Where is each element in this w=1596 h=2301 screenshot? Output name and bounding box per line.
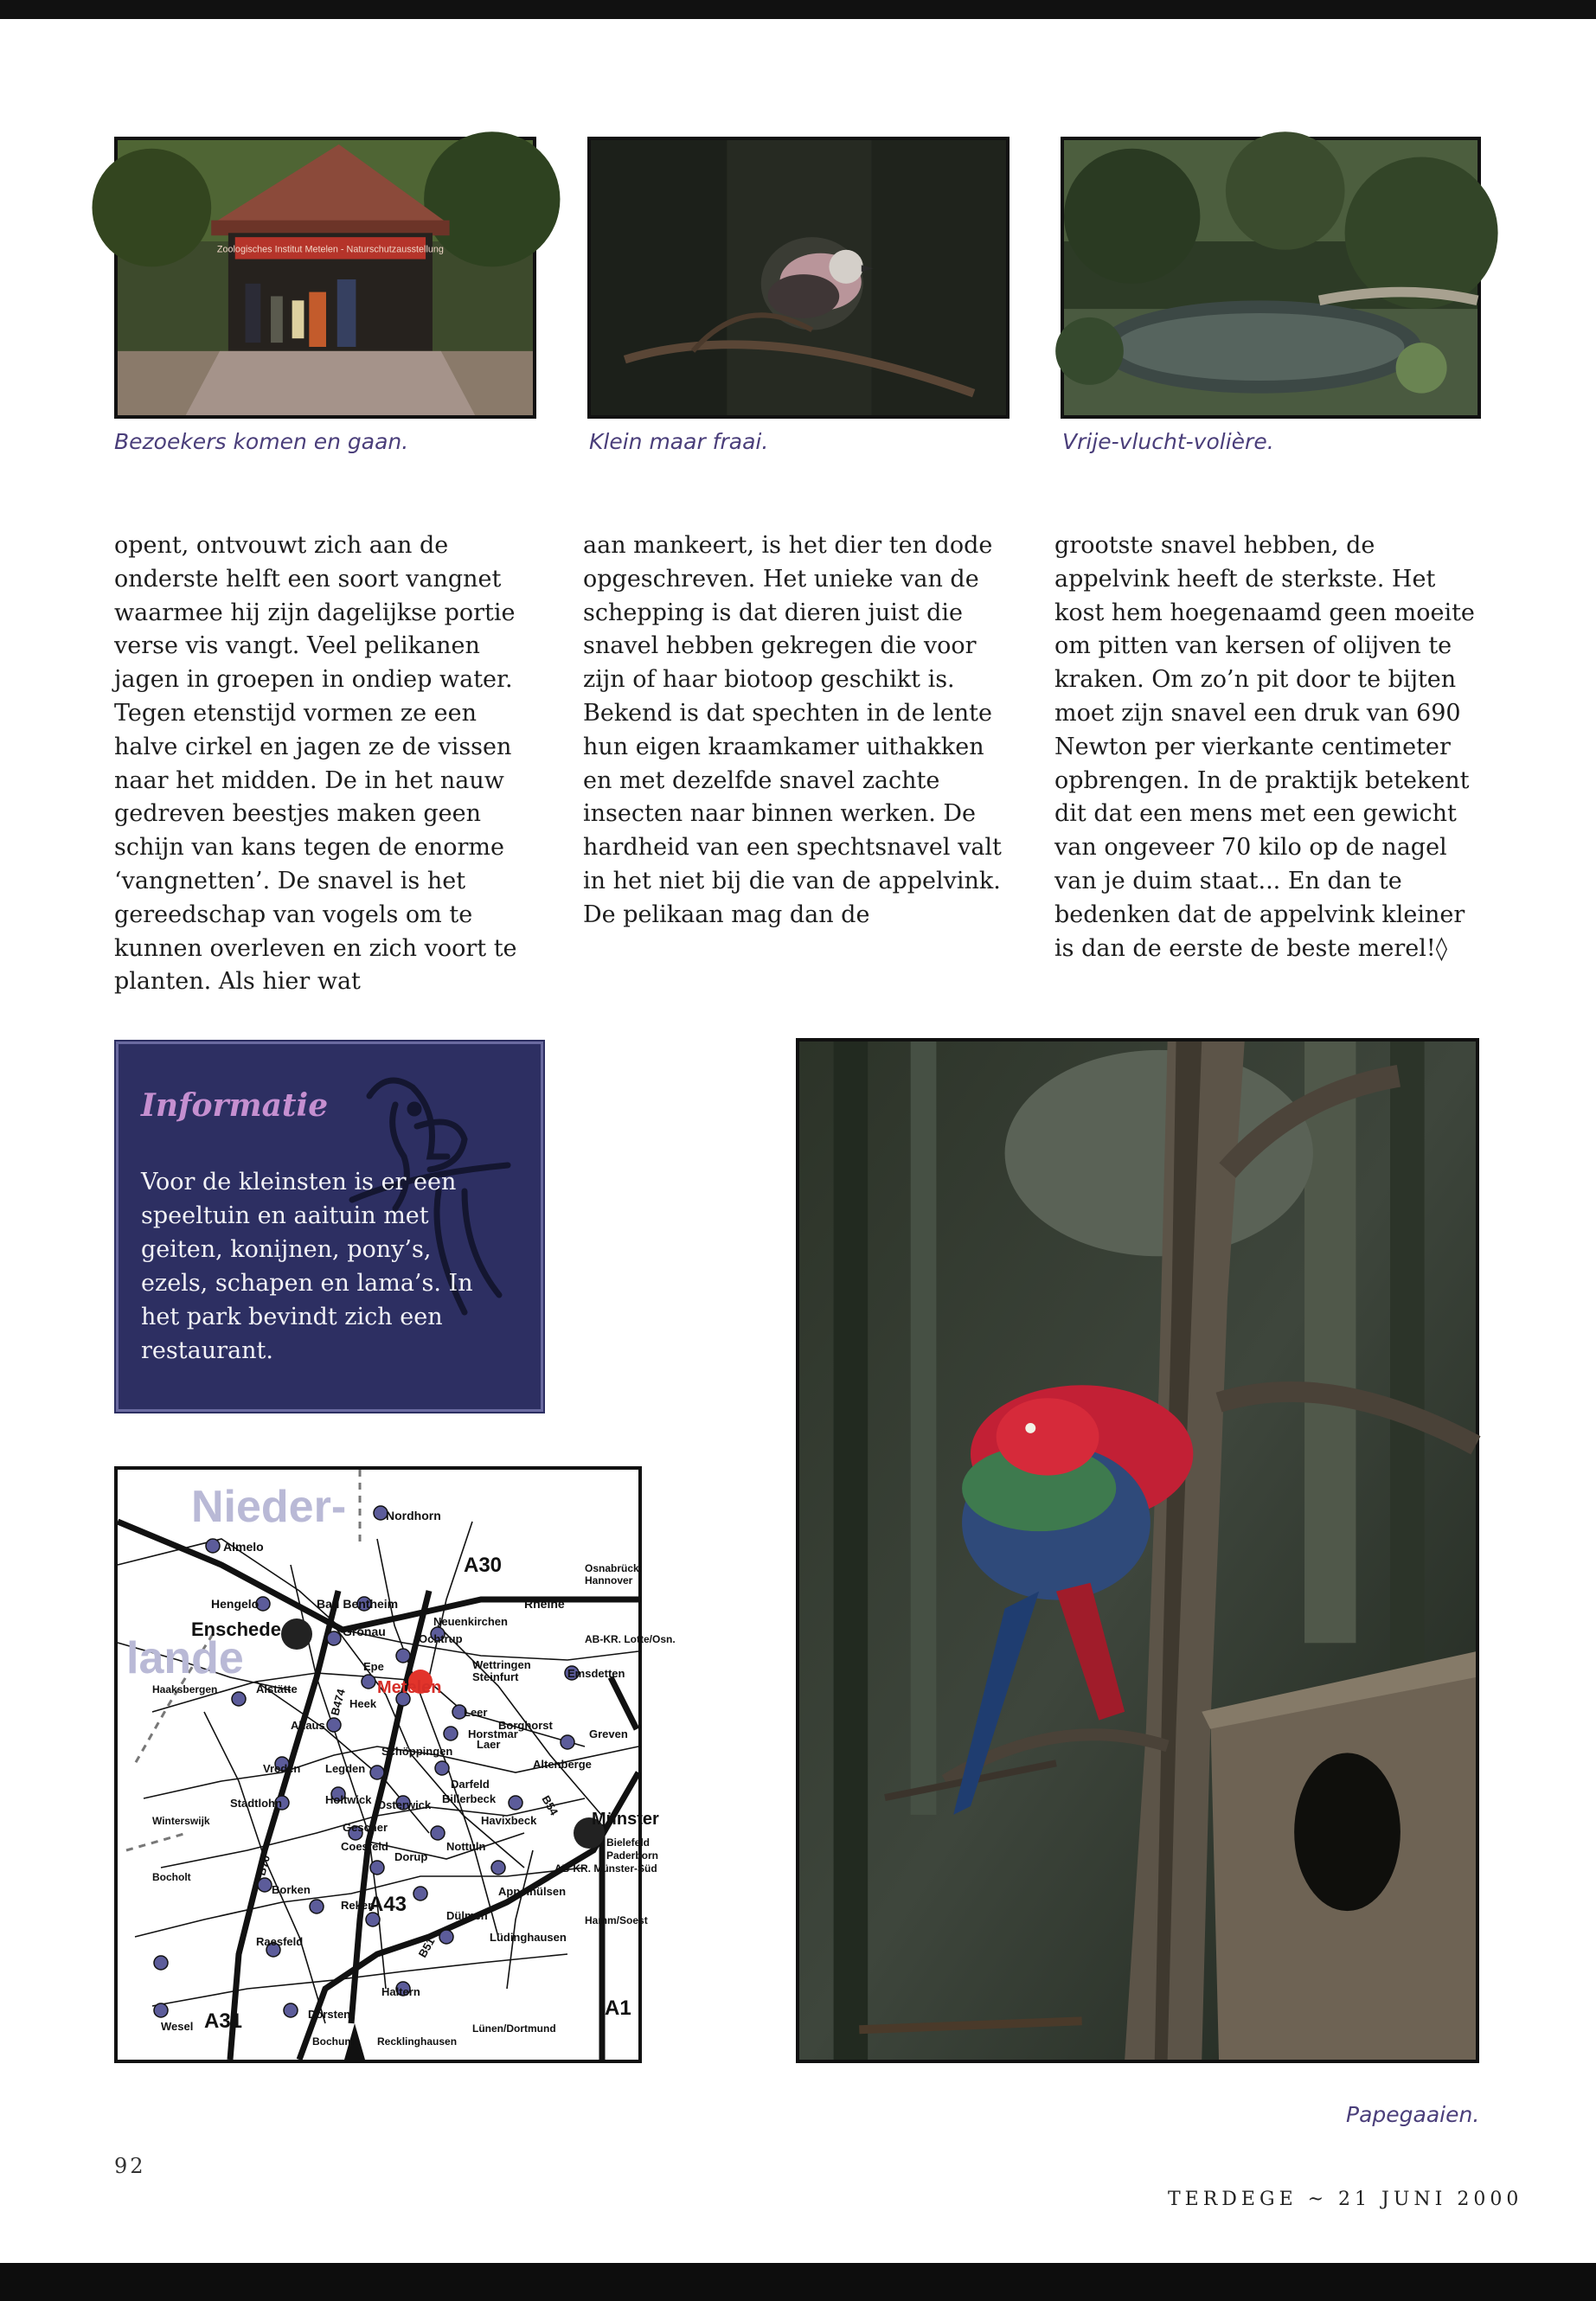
publication-footer: TERDEGE ~ 21 JUNI 2000	[1168, 2189, 1523, 2210]
top-rule	[0, 0, 1596, 19]
map-place-label: Osnabrück	[585, 1562, 639, 1574]
map-road-label: A43	[369, 1893, 407, 1916]
map-road-label: B474	[328, 1687, 348, 1717]
caption-photo-3: Vrije-vlucht-volière.	[1062, 429, 1274, 454]
map-place-label: AB-KR. Lotte/Osn.	[585, 1633, 676, 1645]
map-place-label: Paderborn	[606, 1849, 659, 1862]
map-place-label: Coesfeld	[341, 1840, 388, 1853]
map-place-label: Altenberge	[533, 1758, 592, 1771]
map-place-label: Horstmar	[468, 1727, 518, 1740]
map-place-label: Epe	[363, 1660, 384, 1673]
entrance-sign: Zoologisches Institut Metelen - Naturschutzausstellung	[216, 244, 444, 255]
map-place-label: Steinfurt	[472, 1670, 519, 1683]
map-place-label: Gronau	[343, 1625, 386, 1638]
map-place-label: Wettringen	[472, 1658, 531, 1671]
map-place-label: Vreden	[263, 1762, 301, 1775]
body-column-2: aan mankeert, is het dier ten dode opgeschreven. Het unieke van de schepping is dat dieren juist die snavel hebben gekregen die voor zijn of haar biotoop geschikt is. Bekend is dat spechten in de lente hun eigen kraamkamer uithakken en met dezelfde snavel zachte insecten naar binnen werken. De hardheid van een spechtsnavel valt in het niet bij die van de appelvink. De pelikaan mag dan de	[583, 532, 1002, 928]
map-place-label: Winterswijk	[152, 1815, 210, 1827]
caption-parrots: Papegaaien.	[1346, 2102, 1480, 2127]
map-place-label: AB-KR. Münster-Süd	[554, 1862, 657, 1875]
map-place-label-metelen: Metelen	[377, 1678, 442, 1697]
info-title: Informatie	[141, 1087, 329, 1124]
body-column-1: opent, ontvouwt zich aan de onderste helft een soort vangnet waarmee hij zijn dagelijkse portie verse vis vangt. Veel pelikanen jagen in groepen in ondiep water. Tegen etenstijd vormen ze een halve cirkel en jagen ze de vissen naar het midden. De in het nauw gedreven beestjes maken geen schijn van kans tegen de enorme ‘vangnetten’. De snavel is het gereedschap van vogels om te kunnen overleven en zich voort te planten. Als hier wat	[114, 532, 517, 996]
map-place-label: Laer	[477, 1738, 501, 1751]
map-place-label: Bocholt	[152, 1871, 191, 1883]
map-region-label-2: lande	[126, 1633, 244, 1683]
map-road-label: B51	[415, 1935, 438, 1960]
enschede-marker	[281, 1618, 312, 1650]
photo-small-bird	[587, 137, 1010, 419]
body-column-3: grootste snavel hebben, de appelvink heeft de sterkste. Het kost hem hoegenaamd geen moeite om pitten van kersen of olijven te kraken. Om zo’n pit door te bijten moet zijn snavel een druk van 690 Newton per vierkante centimeter opbrengen. In de praktijk betekent dit dat een mens met een gewicht van ongeveer 70 kilo op de nagel van je duim staat... En dan te bedenken dat de appelvink kleiner is dan de eerste de beste merel!◊	[1054, 532, 1475, 962]
map-place-label: Neuenkirchen	[433, 1615, 508, 1628]
map-place-label: Lüdinghausen	[490, 1931, 567, 1944]
caption-photo-2: Klein maar fraai.	[589, 429, 769, 454]
map-place-label: Billerbeck	[442, 1792, 497, 1805]
photo-entrance	[114, 137, 536, 419]
map-road-label: B54	[539, 1793, 561, 1818]
map-place-label: Stadtlohn	[230, 1797, 282, 1810]
map-place-label: Osterwick	[377, 1798, 432, 1811]
map-place-label: Wesel	[161, 2020, 194, 2033]
info-body: Voor de kleinsten is er een speeltuin en aaituin met geiten, konijnen, pony’s, ezels, schapen en lama’s. In het park bevindt zich een restaurant.	[141, 1169, 473, 1364]
map-place-label: Havixbeck	[481, 1814, 537, 1827]
map-place-label: Raesfeld	[256, 1935, 304, 1948]
map-place-label: Bochum	[312, 2035, 354, 2048]
photo-aviary	[1061, 137, 1481, 419]
map-place-label: Lünen/Dortmund	[472, 2022, 556, 2035]
map-place-label: Haaksbergen	[152, 1683, 218, 1695]
caption-photo-1: Bezoekers komen en gaan.	[114, 429, 409, 454]
map-place-label: Dorsten	[308, 2008, 351, 2021]
map-place-label: Hannover	[585, 1574, 633, 1586]
map-place-label: Dülmen	[446, 1909, 488, 1922]
map-place-label: Gescher	[343, 1821, 388, 1834]
photo-parrots	[796, 1038, 1479, 2063]
map-place-label: Borghorst	[498, 1719, 553, 1732]
map-place-label: Ochtrup	[419, 1632, 463, 1645]
map-place-label: Münster	[592, 1810, 659, 1829]
map-place-label: Emsdetten	[567, 1667, 625, 1680]
map-place-label: Darfeld	[451, 1778, 490, 1791]
map-place-label: Appelhülsen	[498, 1885, 567, 1898]
map-region-label-1: Nieder-	[191, 1482, 347, 1532]
map-place-label: Alstätte	[256, 1682, 298, 1695]
map-place-label: Reken	[341, 1899, 375, 1912]
map-place-label: Recklinghausen	[377, 2035, 458, 2048]
route-map	[114, 1466, 676, 2063]
bottom-rule	[0, 2263, 1596, 2301]
map-place-label: Leer	[464, 1706, 488, 1719]
map-place-label: Schöppingen	[381, 1745, 453, 1758]
map-place-label: Bielefeld	[606, 1836, 651, 1849]
map-place-label: Greven	[589, 1727, 628, 1740]
map-place-label: Haltern	[381, 1985, 420, 1998]
map-place-label: Bad Bentheim	[317, 1597, 399, 1611]
map-place-label: Heek	[349, 1697, 377, 1710]
map-place-label: Enschede	[191, 1618, 281, 1640]
page-number: 92	[114, 2154, 146, 2178]
info-box	[116, 1042, 543, 1412]
map-place-label: Rheine	[524, 1597, 565, 1611]
map-place-label: Dorup	[394, 1850, 428, 1863]
map-place-label: Ahaus	[291, 1719, 325, 1732]
map-place-label: Legden	[325, 1762, 366, 1775]
map-place-label: Hamm/Soest	[585, 1914, 648, 1926]
map-place-label: Borken	[272, 1883, 311, 1896]
map-place-label: Nottuln	[446, 1840, 486, 1853]
map-place-label: Nordhorn	[386, 1509, 441, 1522]
map-road-label: A30	[464, 1554, 503, 1577]
map-place-label: Hengelo	[211, 1597, 260, 1611]
map-road-label: B70	[254, 1853, 273, 1877]
map-place-label: Holtwick	[325, 1793, 372, 1806]
map-road-label: A1	[605, 1997, 631, 2020]
map-place-label: Almelo	[223, 1540, 264, 1554]
map-road-label: A31	[204, 2009, 243, 2033]
